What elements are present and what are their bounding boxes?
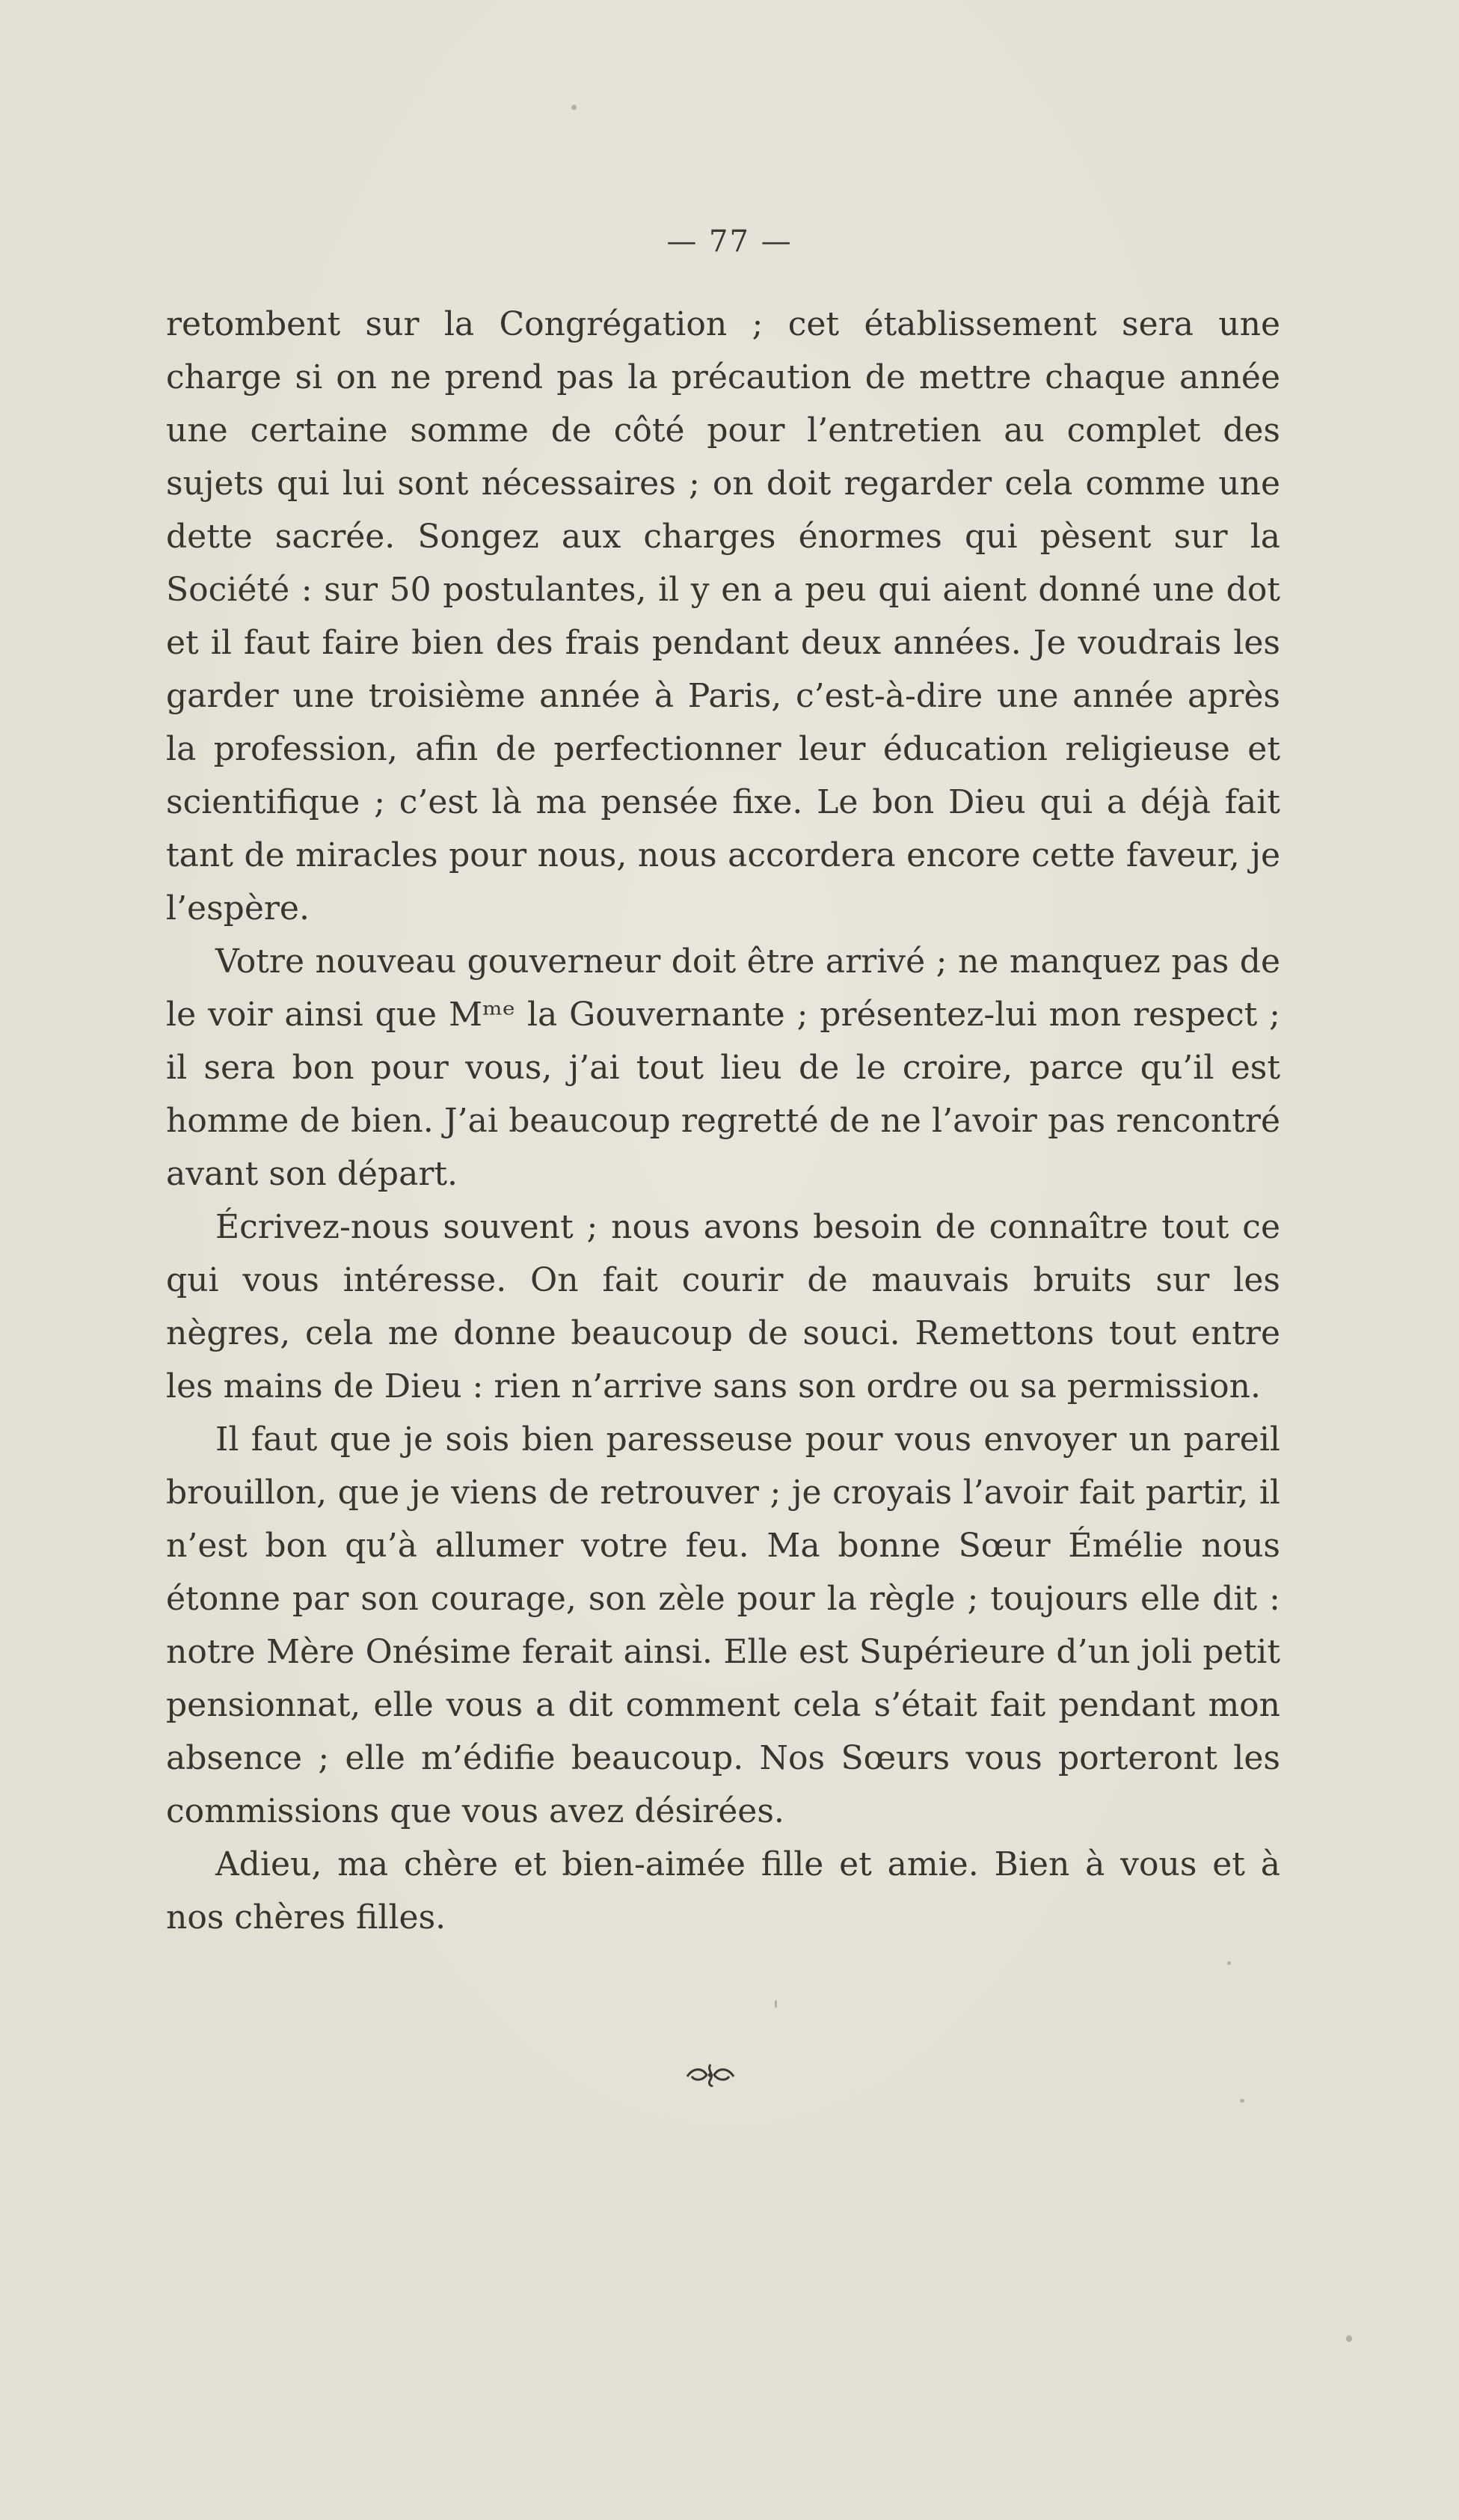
fleuron-ornament-icon [684,2060,737,2090]
paragraph: Votre nouveau gouverneur doit être arrivé ; ne manquez pas de le voir ainsi que Mᵐᵉ la Gouvernante ; présentez-lui mon respect ; il sera bon pour vous, j’ai tout lieu de le croire, parce qu’il est homme de bien. J’ai beaucoup regretté de ne l’avoir pas rencontré avant son départ. [166,942,1280,1193]
paper-speck [775,2000,777,2008]
paragraph: Il faut que je sois bien paresseuse pour vous envoyer un pareil brouillon, que je viens de retrouver ; je croyais l’avoir fait partir, il n’est bon qu’à allumer votre feu. Ma bonne Sœur Émélie nous étonne par son courage, son zèle pour la règle ; toujours elle dit : notre Mère Onésime ferait ainsi. Elle est Supérieure d’un joli petit pensionnat, elle vous a dit comment cela s’était fait pendant mon absence ; elle m’édifie beaucoup. Nos Sœurs vous porteront les commissions que vous avez désirées. [166,1420,1280,1830]
body-text [166,298,1280,1944]
paper-speck [1346,2335,1352,2342]
paper-speck [1227,1961,1231,1965]
paper-speck [1240,2099,1244,2103]
paragraph: Adieu, ma chère et bien-aimée fille et amie. Bien à vous et à nos chères filles. [166,1845,1280,1937]
page-number: — 77 — [666,224,793,259]
paragraph: retombent sur la Congrégation ; cet établissement sera une charge si on ne prend pas la précaution de mettre chaque année une certaine somme de côté pour l’entretien au complet des sujets qui lui sont nécessaires ; on doit regarder cela comme une dette sacrée. Songez aux charges énormes qui pèsent sur la Société : sur 50 postulantes, il y en a peu qui aient donné une dot et il faut faire bien des frais pendant deux années. Je voudrais les garder une troisième année à Paris, c’est-à-dire une année après la profession, afin de perfectionner leur éducation religieuse et scientifique ; c’est là ma pensée fixe. Le bon Dieu qui a déjà fait tant de miracles pour nous, nous accordera encore cette faveur, je l’espère. [166,305,1280,928]
paragraph: Écrivez-nous souvent ; nous avons besoin de connaître tout ce qui vous intéresse. On fait courir de mauvais bruits sur les nègres, cela me donne beaucoup de souci. Remettons tout entre les mains de Dieu : rien n’arrive sans son ordre ou sa permission. [166,1208,1280,1405]
paper-speck [571,105,577,110]
